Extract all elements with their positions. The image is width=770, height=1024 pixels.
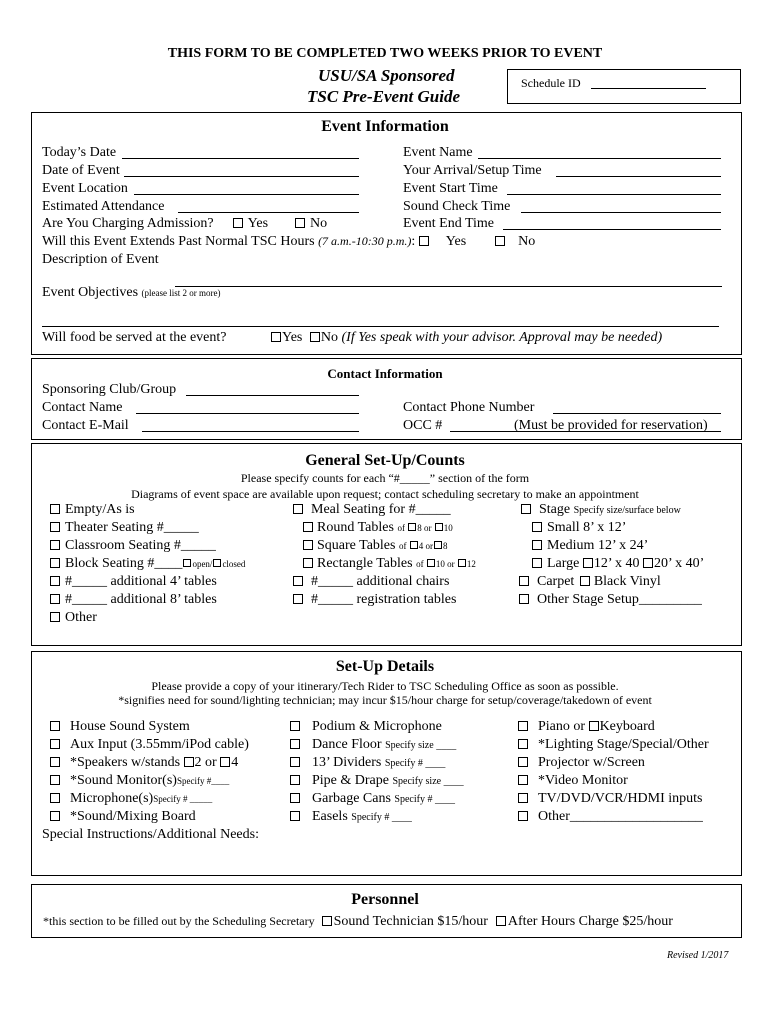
occ-label: OCC # bbox=[403, 418, 443, 433]
large-a-checkbox[interactable] bbox=[583, 558, 593, 568]
item-label: Stage bbox=[539, 502, 571, 517]
item-label: Microphone(s) bbox=[70, 791, 154, 806]
piano-item[interactable] bbox=[518, 719, 655, 735]
extends-hours-label: Will this Event Extends Past Normal TSC Hours bbox=[42, 234, 315, 249]
checkbox[interactable] bbox=[290, 793, 300, 803]
checkbox[interactable] bbox=[50, 739, 60, 749]
tables-8-item[interactable] bbox=[50, 592, 217, 608]
stage-small-item[interactable] bbox=[532, 520, 626, 536]
personnel-note: *this section to be filled out by the Scheduling Secretary bbox=[43, 914, 315, 928]
item-label: Piano or bbox=[538, 719, 589, 734]
setup-subtitle-2: Diagrams of event space are available upon request; contact scheduling secretary to make an appointment bbox=[131, 487, 639, 501]
food-note: (If Yes speak with your advisor. Approval may be needed) bbox=[341, 330, 663, 345]
opt-checkbox[interactable] bbox=[435, 523, 443, 531]
checkbox[interactable] bbox=[50, 811, 60, 821]
event-location-label: Event Location bbox=[42, 181, 128, 196]
sound-monitor-item[interactable] bbox=[50, 773, 229, 789]
schedule-id-field[interactable] bbox=[591, 88, 706, 89]
block-seating-item[interactable] bbox=[50, 556, 245, 572]
speakers-item[interactable] bbox=[50, 755, 238, 771]
opt-label: 4 or bbox=[418, 541, 433, 551]
event-name-field[interactable] bbox=[478, 158, 721, 159]
extends-no-checkbox[interactable] bbox=[495, 236, 505, 246]
item-label: Projector w/Screen bbox=[538, 755, 645, 770]
opt-label: 10 or bbox=[435, 559, 457, 569]
end-time-label: Event End Time bbox=[403, 216, 495, 231]
item-label: Square Tables bbox=[317, 538, 396, 553]
of-label: of bbox=[397, 523, 408, 533]
checkbox[interactable] bbox=[532, 540, 542, 550]
keyboard-label: Keyboard bbox=[599, 719, 655, 734]
estimated-attendance-label: Estimated Attendance bbox=[42, 199, 165, 214]
open-label: open/ bbox=[192, 559, 213, 569]
food-no-label: No bbox=[320, 330, 338, 345]
item-label: Garbage Cans bbox=[312, 791, 391, 806]
description-field[interactable] bbox=[175, 286, 722, 287]
item-label: *Lighting Stage/Special/Other bbox=[538, 737, 709, 752]
item-label: #_____ additional 4’ tables bbox=[65, 574, 217, 589]
checkbox[interactable] bbox=[518, 793, 528, 803]
checkbox[interactable] bbox=[293, 504, 303, 514]
easels-item[interactable] bbox=[290, 809, 412, 825]
extends-yes-label: Yes bbox=[445, 234, 467, 249]
item-label: 13’ Dividers bbox=[312, 755, 382, 770]
event-location-field[interactable] bbox=[134, 194, 359, 195]
theater-seating-item[interactable] bbox=[50, 520, 199, 536]
checkbox[interactable] bbox=[290, 811, 300, 821]
details-subtitle-1: Please provide a copy of your itinerary/Tech Rider to TSC Scheduling Office as soon as possible. bbox=[151, 679, 619, 693]
item-label: Other___________________ bbox=[538, 809, 703, 824]
opt-label: 10 bbox=[443, 523, 453, 533]
checkbox[interactable] bbox=[293, 576, 303, 586]
checkbox[interactable] bbox=[50, 576, 60, 586]
objectives-label: Event Objectives bbox=[42, 285, 139, 300]
todays-date-field[interactable] bbox=[122, 158, 359, 159]
item-label: *Sound/Mixing Board bbox=[70, 809, 196, 824]
dance-floor-item[interactable] bbox=[290, 737, 456, 753]
checkbox[interactable] bbox=[293, 594, 303, 604]
monitor-note: Specify #____ bbox=[176, 776, 230, 786]
garbage-cans-item[interactable] bbox=[290, 791, 455, 807]
checkbox[interactable] bbox=[303, 540, 313, 550]
pipe-note: Specify size ____ bbox=[392, 776, 464, 787]
checkbox[interactable] bbox=[518, 811, 528, 821]
speakers-4-label: 4 bbox=[231, 755, 239, 770]
closed-label: closed bbox=[222, 559, 246, 569]
opt-label: 12 bbox=[466, 559, 476, 569]
personnel-heading: Personnel bbox=[351, 891, 419, 908]
microphone-item[interactable] bbox=[50, 791, 212, 807]
contact-name-field[interactable] bbox=[136, 413, 359, 414]
mic-note: Specify # _____ bbox=[153, 794, 213, 804]
form-notice: THIS FORM TO BE COMPLETED TWO WEEKS PRIOR TO EVENT bbox=[167, 46, 603, 61]
extends-no-label: No bbox=[518, 234, 536, 249]
large-b-checkbox[interactable] bbox=[643, 558, 653, 568]
food-label: Will food be served at the event? bbox=[42, 330, 227, 345]
meal-seating-item[interactable] bbox=[293, 502, 451, 518]
item-label: *Speakers w/stands bbox=[70, 755, 184, 770]
sound-check-label: Sound Check Time bbox=[403, 199, 511, 214]
item-label: Aux Input (3.55mm/iPod cable) bbox=[70, 737, 249, 752]
date-of-event-label: Date of Event bbox=[42, 163, 120, 178]
form-title-line2: TSC Pre-Event Guide bbox=[307, 87, 460, 106]
details-heading: Set-Up Details bbox=[335, 658, 435, 675]
item-label: Empty/As is bbox=[65, 502, 135, 517]
sound-technician-checkbox[interactable] bbox=[322, 916, 332, 926]
checkbox[interactable] bbox=[50, 522, 60, 532]
todays-date-label: Today’s Date bbox=[42, 145, 117, 160]
other-details-item[interactable] bbox=[518, 809, 703, 825]
after-hours-checkbox[interactable] bbox=[496, 916, 506, 926]
extends-yes-checkbox[interactable] bbox=[419, 236, 429, 246]
club-field[interactable] bbox=[186, 395, 359, 396]
club-label: Sponsoring Club/Group bbox=[42, 382, 177, 397]
contact-heading: Contact Information bbox=[327, 366, 443, 381]
checkbox[interactable] bbox=[532, 558, 542, 568]
item-label: Other bbox=[65, 610, 97, 625]
closed-checkbox[interactable] bbox=[213, 559, 221, 567]
checkbox[interactable] bbox=[290, 739, 300, 749]
objectives-note: (please list 2 or more) bbox=[141, 288, 221, 298]
opt-checkbox[interactable] bbox=[410, 541, 418, 549]
checkbox[interactable] bbox=[50, 721, 60, 731]
pipe-drape-item[interactable] bbox=[290, 773, 464, 789]
contact-email-label: Contact E-Mail bbox=[42, 418, 129, 433]
stage-note: Specify size/surface below bbox=[573, 505, 681, 516]
objectives-field[interactable] bbox=[42, 326, 719, 327]
checkbox[interactable] bbox=[50, 594, 60, 604]
date-of-event-field[interactable] bbox=[124, 176, 359, 177]
speakers-2-checkbox[interactable] bbox=[184, 757, 194, 767]
item-label: #_____ registration tables bbox=[311, 592, 457, 607]
video-monitor-item[interactable] bbox=[518, 773, 628, 789]
vinyl-label: Black Vinyl bbox=[593, 574, 661, 589]
garbage-note: Specify # ____ bbox=[394, 794, 455, 805]
checkbox[interactable] bbox=[303, 558, 313, 568]
podium-item[interactable] bbox=[290, 719, 442, 735]
item-label: Small 8’ x 12’ bbox=[547, 520, 627, 535]
item-label: Large bbox=[547, 556, 583, 571]
after-hours-label: After Hours Charge $25/hour bbox=[507, 914, 673, 929]
square-tables-item[interactable] bbox=[303, 538, 447, 554]
item-label: Carpet bbox=[537, 574, 578, 589]
speakers-2-label: 2 or bbox=[194, 755, 221, 770]
contact-email-field[interactable] bbox=[142, 431, 359, 432]
contact-name-label: Contact Name bbox=[42, 400, 123, 415]
opt-checkbox[interactable] bbox=[427, 559, 435, 567]
carpet-item[interactable] bbox=[519, 574, 661, 590]
item-label: Pipe & Drape bbox=[312, 773, 389, 788]
opt-checkbox[interactable] bbox=[408, 523, 416, 531]
item-label: #_____ additional chairs bbox=[311, 574, 450, 589]
dance-note: Specify size ____ bbox=[385, 740, 457, 751]
food-options bbox=[271, 330, 662, 346]
checkbox[interactable] bbox=[303, 522, 313, 532]
item-label: Meal Seating for #_____ bbox=[311, 502, 451, 517]
admission-yes-checkbox[interactable] bbox=[233, 218, 243, 228]
item-label: Easels bbox=[312, 809, 348, 824]
stage-large-item[interactable] bbox=[532, 556, 704, 572]
opt-checkbox[interactable] bbox=[458, 559, 466, 567]
projector-item[interactable] bbox=[518, 755, 645, 771]
tv-dvd-item[interactable] bbox=[518, 791, 703, 807]
other-item[interactable] bbox=[50, 610, 97, 626]
hours-note: (7 a.m.-10:30 p.m.) bbox=[318, 234, 412, 248]
checkbox[interactable] bbox=[50, 504, 60, 514]
item-label: *Video Monitor bbox=[538, 773, 628, 788]
end-time-field[interactable] bbox=[503, 229, 721, 230]
item-label: Round Tables bbox=[317, 520, 394, 535]
opt-label: 8 or bbox=[417, 523, 434, 533]
stage-medium-item[interactable] bbox=[532, 538, 648, 554]
large-a-label: 12’ x 40 bbox=[593, 556, 644, 571]
item-label: Classroom Seating #_____ bbox=[65, 538, 216, 553]
stage-item[interactable] bbox=[521, 502, 681, 518]
checkbox[interactable] bbox=[519, 576, 529, 586]
tables-4-item[interactable] bbox=[50, 574, 217, 590]
checkbox[interactable] bbox=[532, 522, 542, 532]
checkbox[interactable] bbox=[519, 594, 529, 604]
checkbox[interactable] bbox=[521, 504, 531, 514]
food-yes-label: Yes bbox=[282, 330, 303, 345]
checkbox[interactable] bbox=[290, 757, 300, 767]
additional-chairs-item[interactable] bbox=[293, 574, 449, 590]
event-name-label: Event Name bbox=[403, 145, 473, 160]
checkbox[interactable] bbox=[50, 793, 60, 803]
round-tables-item[interactable] bbox=[303, 520, 453, 536]
item-label: #_____ additional 8’ tables bbox=[65, 592, 217, 607]
checkbox[interactable] bbox=[518, 739, 528, 749]
open-checkbox[interactable] bbox=[183, 559, 191, 567]
large-b-label: 20’ x 40’ bbox=[654, 556, 705, 571]
easels-note: Specify # ____ bbox=[351, 812, 412, 823]
registration-tables-item[interactable] bbox=[293, 592, 456, 608]
item-label: *Sound Monitor(s) bbox=[70, 773, 177, 788]
keyboard-checkbox[interactable] bbox=[589, 721, 599, 731]
admission-yes-label: Yes bbox=[247, 216, 269, 231]
speakers-4-checkbox[interactable] bbox=[220, 757, 230, 767]
checkbox[interactable] bbox=[50, 775, 60, 785]
classroom-seating-item[interactable] bbox=[50, 538, 216, 554]
schedule-id-box bbox=[507, 69, 741, 104]
description-label: Description of Event bbox=[42, 252, 159, 267]
admission-no-checkbox[interactable] bbox=[295, 218, 305, 228]
empty-as-is-item[interactable] bbox=[50, 502, 135, 518]
charging-admission-label: Are You Charging Admission? bbox=[42, 216, 214, 231]
vinyl-checkbox[interactable] bbox=[580, 576, 590, 586]
sound-check-field[interactable] bbox=[521, 212, 721, 213]
schedule-id-label: Schedule ID bbox=[521, 76, 581, 90]
contact-phone-field[interactable] bbox=[553, 413, 721, 414]
form-title-line1: USU/SA Sponsored bbox=[318, 66, 455, 85]
colon: : bbox=[411, 234, 416, 249]
extends-hours-row bbox=[42, 234, 535, 250]
event-info-heading: Event Information bbox=[321, 118, 449, 135]
revised-date: Revised 1/2017 bbox=[667, 950, 729, 961]
item-label: Rectangle Tables bbox=[317, 556, 413, 571]
objectives-row bbox=[42, 285, 221, 301]
item-label: House Sound System bbox=[70, 719, 190, 734]
other-stage-item[interactable] bbox=[519, 592, 702, 608]
checkbox[interactable] bbox=[50, 612, 60, 622]
checkbox[interactable] bbox=[518, 757, 528, 767]
house-sound-item[interactable] bbox=[50, 719, 190, 735]
of-label: of bbox=[416, 559, 426, 569]
setup-subtitle-1: Please specify counts for each “#_____” section of the form bbox=[240, 471, 530, 485]
checkbox[interactable] bbox=[518, 721, 528, 731]
start-time-field[interactable] bbox=[507, 194, 721, 195]
start-time-label: Event Start Time bbox=[403, 181, 498, 196]
admission-no-label: No bbox=[310, 216, 328, 231]
checkbox[interactable] bbox=[50, 540, 60, 550]
opt-label: 8 bbox=[442, 541, 448, 551]
checkbox[interactable] bbox=[518, 775, 528, 785]
details-subtitle-2: *signifies need for sound/lighting technician; may incur $15/hour charge for setup/coverage/takedown of event bbox=[118, 693, 652, 707]
item-label: TV/DVD/VCR/HDMI inputs bbox=[538, 791, 703, 806]
item-label: Podium & Microphone bbox=[312, 719, 442, 734]
item-label: Dance Floor bbox=[312, 737, 382, 752]
contact-phone-label: Contact Phone Number bbox=[403, 400, 535, 415]
dividers-item[interactable] bbox=[290, 755, 445, 771]
checkbox[interactable] bbox=[50, 558, 60, 568]
food-no-checkbox[interactable] bbox=[310, 332, 320, 342]
item-label: Medium 12’ x 24’ bbox=[547, 538, 649, 553]
mixing-board-item[interactable] bbox=[50, 809, 196, 825]
arrival-time-label: Your Arrival/Setup Time bbox=[403, 163, 542, 178]
setup-heading: General Set-Up/Counts bbox=[305, 452, 465, 469]
rectangle-tables-item[interactable] bbox=[303, 556, 476, 572]
arrival-time-field[interactable] bbox=[556, 176, 721, 177]
special-instructions-label: Special Instructions/Additional Needs: bbox=[42, 827, 259, 842]
charging-admission-row bbox=[42, 216, 327, 232]
item-label: Theater Seating #_____ bbox=[65, 520, 199, 535]
checkbox[interactable] bbox=[50, 757, 60, 767]
checkbox[interactable] bbox=[290, 721, 300, 731]
lighting-item[interactable] bbox=[518, 737, 709, 753]
sound-technician-label: Sound Technician $15/hour bbox=[333, 914, 488, 929]
food-yes-checkbox[interactable] bbox=[271, 332, 281, 342]
opt-checkbox[interactable] bbox=[434, 541, 442, 549]
personnel-row bbox=[43, 912, 673, 930]
dividers-note: Specify # ____ bbox=[384, 758, 446, 769]
aux-input-item[interactable] bbox=[50, 737, 249, 753]
estimated-attendance-field[interactable] bbox=[178, 212, 359, 213]
occ-note: (Must be provided for reservation) bbox=[514, 418, 708, 433]
checkbox[interactable] bbox=[290, 775, 300, 785]
item-label: Block Seating #____ bbox=[65, 556, 183, 571]
of-label: of bbox=[398, 541, 409, 551]
item-label: Other Stage Setup_________ bbox=[537, 592, 702, 607]
